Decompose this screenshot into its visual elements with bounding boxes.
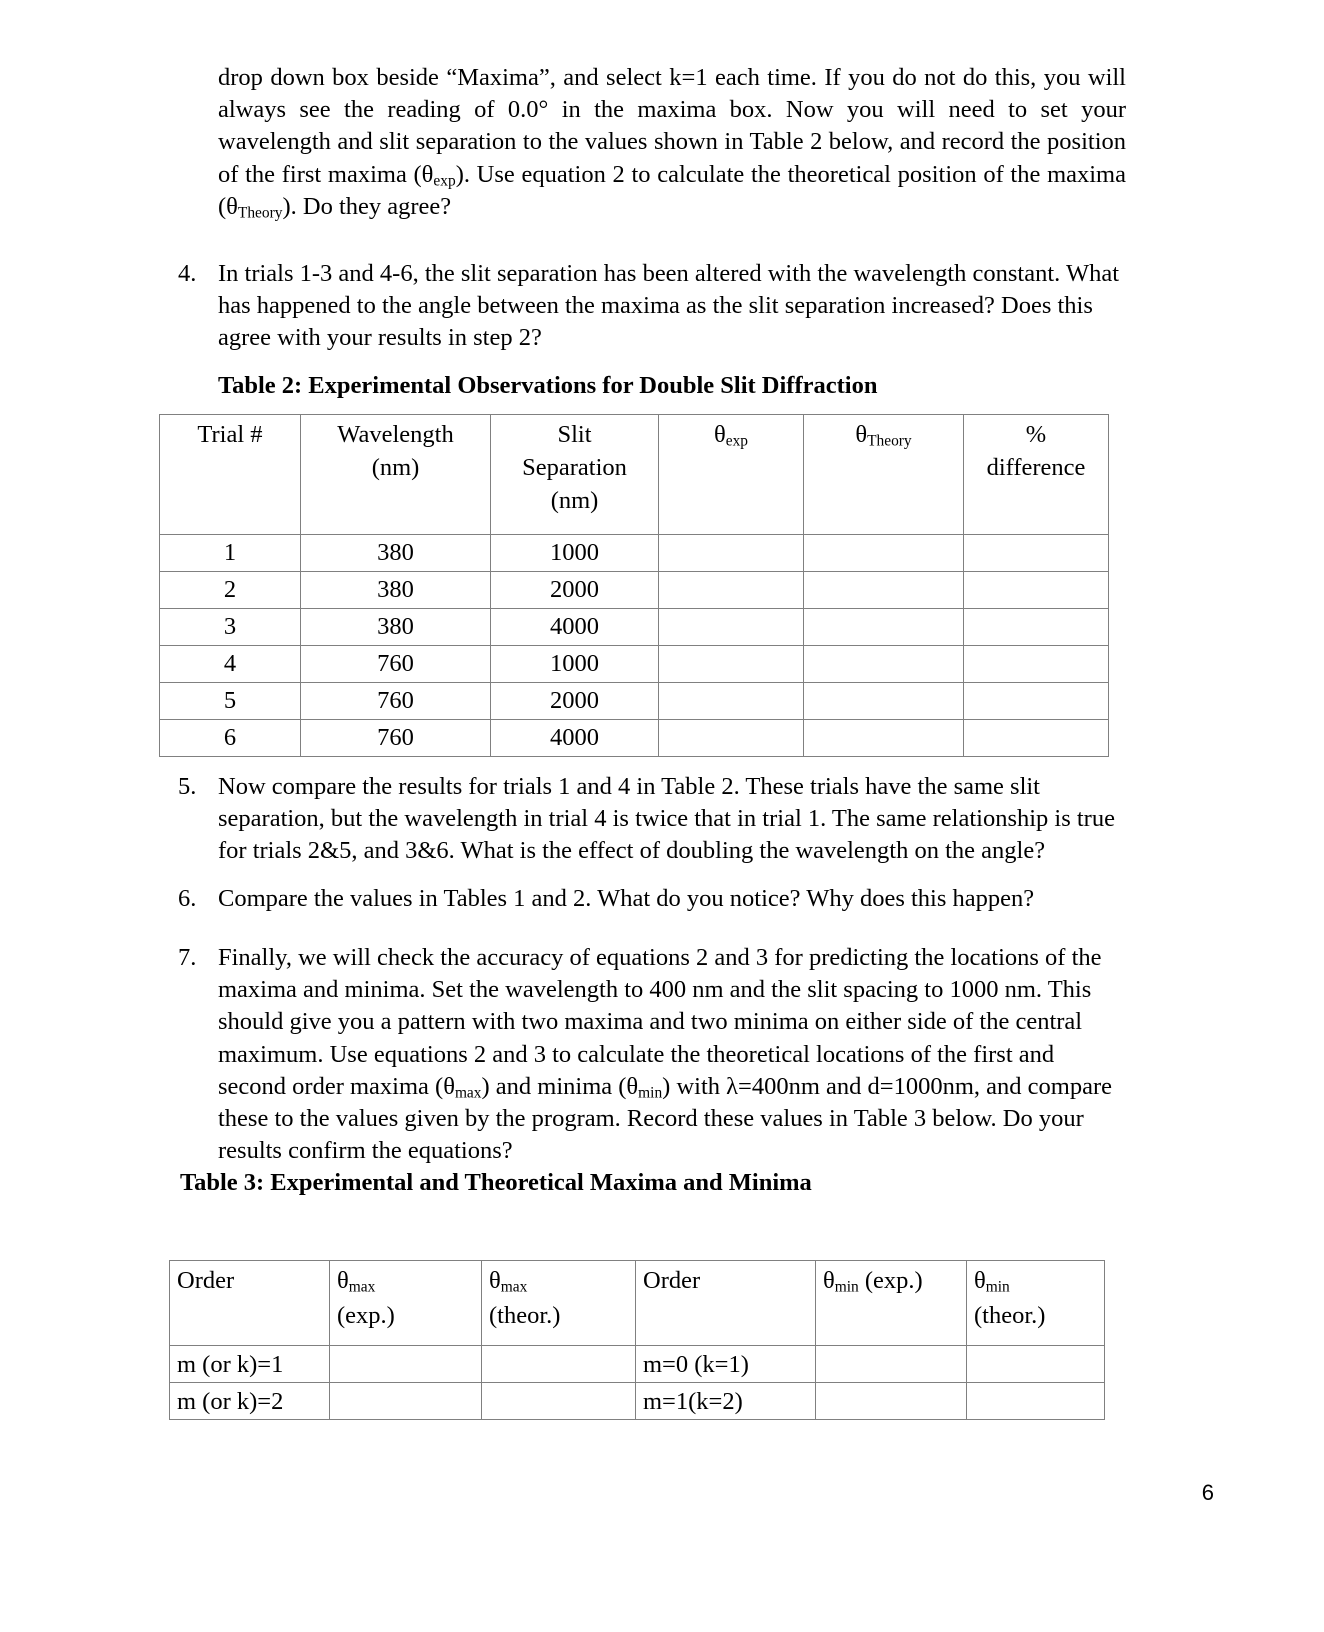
- table-row: [160, 720, 1109, 757]
- table3-header-order-left: Order: [170, 1261, 330, 1346]
- page-number: 6: [1201, 1480, 1214, 1505]
- table2-header-theta-exp: $\theta_{exp}$: [659, 415, 804, 535]
- theta-min-symbol: $\theta_{min}$: [626, 1072, 663, 1102]
- table2-cell-percent-difference[interactable]: [964, 609, 1109, 646]
- table2-cell-theta-theory[interactable]: [804, 720, 964, 757]
- list-item-7-text: [218, 942, 1126, 1167]
- table-row: [170, 1383, 1105, 1420]
- table3-header-order-right: Order: [636, 1261, 816, 1346]
- table2-cell-trial: 6: [160, 720, 301, 757]
- intro-paragraph: [218, 62, 1126, 223]
- table2-cell-theta-theory[interactable]: [804, 683, 964, 720]
- theta-max-symbol: $\theta_{max}$: [489, 1267, 528, 1296]
- theta-min-symbol: $\theta_{min}$: [823, 1267, 859, 1296]
- table3-cell-theta-max-exp[interactable]: [330, 1346, 482, 1383]
- table2-cell-trial: 2: [160, 572, 301, 609]
- table2-cell-wavelength: 380: [301, 609, 491, 646]
- list-item-4: [178, 258, 1126, 355]
- table2-cell-theta-theory[interactable]: [804, 535, 964, 572]
- table2: [159, 414, 1109, 757]
- table3-cell-order-right: m=1(k=2): [636, 1383, 816, 1420]
- table3-cell-theta-max-theor[interactable]: [482, 1383, 636, 1420]
- theta-max-symbol: $\theta_{max}$: [337, 1267, 376, 1296]
- table3-cell-theta-min-exp[interactable]: [816, 1383, 967, 1420]
- table-row: [160, 646, 1109, 683]
- table2-cell-trial: 3: [160, 609, 301, 646]
- list-item-7-text-part1: Finally, we will check the accuracy of equations 2 and 3 for predicting the locations of the maxima and minima. Set the wavelength to 400 nm and the slit spacing to 1000 nm. This should give you a pattern with two maxima and two minima on either side of the central maximum. Use equations 2 and 3 to calculate the theoretical locations of the first and second order maxima (: [218, 944, 1102, 1100]
- table3-cell-theta-max-exp[interactable]: [330, 1383, 482, 1420]
- table2-header-trial: Trial #: [160, 415, 301, 535]
- table2-cell-percent-difference[interactable]: [964, 646, 1109, 683]
- table-row: [160, 535, 1109, 572]
- list-item-4-text: In trials 1-3 and 4-6, the slit separation has been altered with the wavelength constant. What has happened to the angle between the maxima as the slit separation increased? Does this agree with your results in step 2?: [218, 260, 1120, 352]
- theta-exp-symbol: $\theta_{exp}$: [421, 160, 456, 189]
- table2-cell-theta-exp[interactable]: [659, 720, 804, 757]
- intro-paragraph-text-part3: ). Do they agree?: [282, 192, 452, 220]
- table3-header-theta-min-theor: $\theta_{min}$ (theor.): [967, 1261, 1105, 1346]
- list-item-7: [178, 942, 1126, 1167]
- table2-cell-percent-difference[interactable]: [964, 572, 1109, 609]
- table2-cell-percent-difference[interactable]: [964, 535, 1109, 572]
- table3-cell-order-left: m (or k)=1: [170, 1346, 330, 1383]
- table2-cell-theta-exp[interactable]: [659, 535, 804, 572]
- table3-cell-theta-min-theor[interactable]: [967, 1346, 1105, 1383]
- table3-header-theta-max-exp: $\theta_{max}$ (exp.): [330, 1261, 482, 1346]
- table2-cell-theta-exp[interactable]: [659, 683, 804, 720]
- list-item-5-marker: 5.: [178, 773, 197, 800]
- table2-cell-theta-theory[interactable]: [804, 646, 964, 683]
- table-row: [160, 683, 1109, 720]
- theta-theory-symbol: $\theta_{Theory}$: [226, 192, 283, 222]
- table2-cell-slit-separation: 2000: [491, 683, 659, 720]
- table2-header-theta-theory: $\theta_{Theory}$: [804, 415, 964, 535]
- theta-max-symbol: $\theta_{max}$: [443, 1072, 482, 1102]
- table2-header-slit-separation: Slit Separation (nm): [491, 415, 659, 535]
- intro-paragraph-text-part1: drop down box beside “Maxima”, and select k=1 each time. If you do not do this, you will always see the reading of 0.0° in the maxima box. Now you will need to set your wavelength and slit separation to the values shown in Table 2 below, and record the position of the first maxima (: [218, 64, 1126, 188]
- table2-cell-slit-separation: 1000: [491, 646, 659, 683]
- table2-cell-percent-difference[interactable]: [964, 683, 1109, 720]
- table2-cell-theta-theory[interactable]: [804, 572, 964, 609]
- table2-cell-slit-separation: 4000: [491, 720, 659, 757]
- list-item-4-marker: 4.: [178, 260, 197, 287]
- table2-cell-theta-exp[interactable]: [659, 572, 804, 609]
- table3-header-theta-min-exp: $\theta_{min}$ (exp.): [816, 1261, 967, 1346]
- table2-cell-percent-difference[interactable]: [964, 720, 1109, 757]
- table3-cell-theta-max-theor[interactable]: [482, 1346, 636, 1383]
- table2-cell-trial: 5: [160, 683, 301, 720]
- table2-cell-slit-separation: 1000: [491, 535, 659, 572]
- table2-cell-trial: 1: [160, 535, 301, 572]
- list-item-7-marker: 7.: [178, 944, 197, 971]
- table2-caption: Table 2: Experimental Observations for Double Slit Diffraction: [218, 372, 878, 399]
- table2-cell-wavelength: 760: [301, 646, 491, 683]
- list-item-6-marker: 6.: [178, 885, 197, 912]
- table2-cell-slit-separation: 4000: [491, 609, 659, 646]
- list-item-6: [178, 883, 1126, 915]
- table2-header-percent-difference: % difference: [964, 415, 1109, 535]
- table2-header-wavelength: Wavelength (nm): [301, 415, 491, 535]
- table3-caption: Table 3: Experimental and Theoretical Maxima and Minima: [180, 1169, 812, 1196]
- table3-cell-order-right: m=0 (k=1): [636, 1346, 816, 1383]
- table2-cell-theta-exp[interactable]: [659, 609, 804, 646]
- list-item-7-text-part2: ) and minima (: [481, 1072, 627, 1100]
- table-row: [170, 1346, 1105, 1383]
- table2-cell-trial: 4: [160, 646, 301, 683]
- table2-cell-theta-exp[interactable]: [659, 646, 804, 683]
- list-item-6-text: Compare the values in Tables 1 and 2. What do you notice? Why does this happen?: [218, 885, 1035, 912]
- table3-header-row: [170, 1261, 1105, 1346]
- list-item-5: [178, 771, 1126, 868]
- intro-paragraph-text-part2: ). Use equation 2 to calculate the theoretical position of the maxima (: [218, 160, 1126, 220]
- table2-cell-wavelength: 760: [301, 720, 491, 757]
- table2-cell-theta-theory[interactable]: [804, 609, 964, 646]
- table2-cell-wavelength: 380: [301, 535, 491, 572]
- table3-cell-theta-min-exp[interactable]: [816, 1346, 967, 1383]
- table-row: [160, 609, 1109, 646]
- table3: [169, 1260, 1105, 1420]
- table3-header-theta-max-theor: $\theta_{max}$ (theor.): [482, 1261, 636, 1346]
- table3-cell-theta-min-theor[interactable]: [967, 1383, 1105, 1420]
- table2-header-row: [160, 415, 1109, 535]
- theta-min-symbol: $\theta_{min}$: [974, 1267, 1010, 1296]
- table3-cell-order-left: m (or k)=2: [170, 1383, 330, 1420]
- table-row: [160, 572, 1109, 609]
- table2-cell-slit-separation: 2000: [491, 572, 659, 609]
- list-item-5-text: Now compare the results for trials 1 and 4 in Table 2. These trials have the same slit separation, but the wavelength in trial 4 is twice that in trial 1. The same relationship is true for trials 2&5, and 3&6. What is the effect of doubling the wavelength on the angle?: [218, 773, 1115, 865]
- table2-cell-wavelength: 760: [301, 683, 491, 720]
- list-item-7-text-part3: ) with λ=400nm and d=1000nm, and compare these to the values given by the program. Record these values in Table 3 below. Do your results confirm the equations?: [218, 1072, 1112, 1165]
- table2-cell-wavelength: 380: [301, 572, 491, 609]
